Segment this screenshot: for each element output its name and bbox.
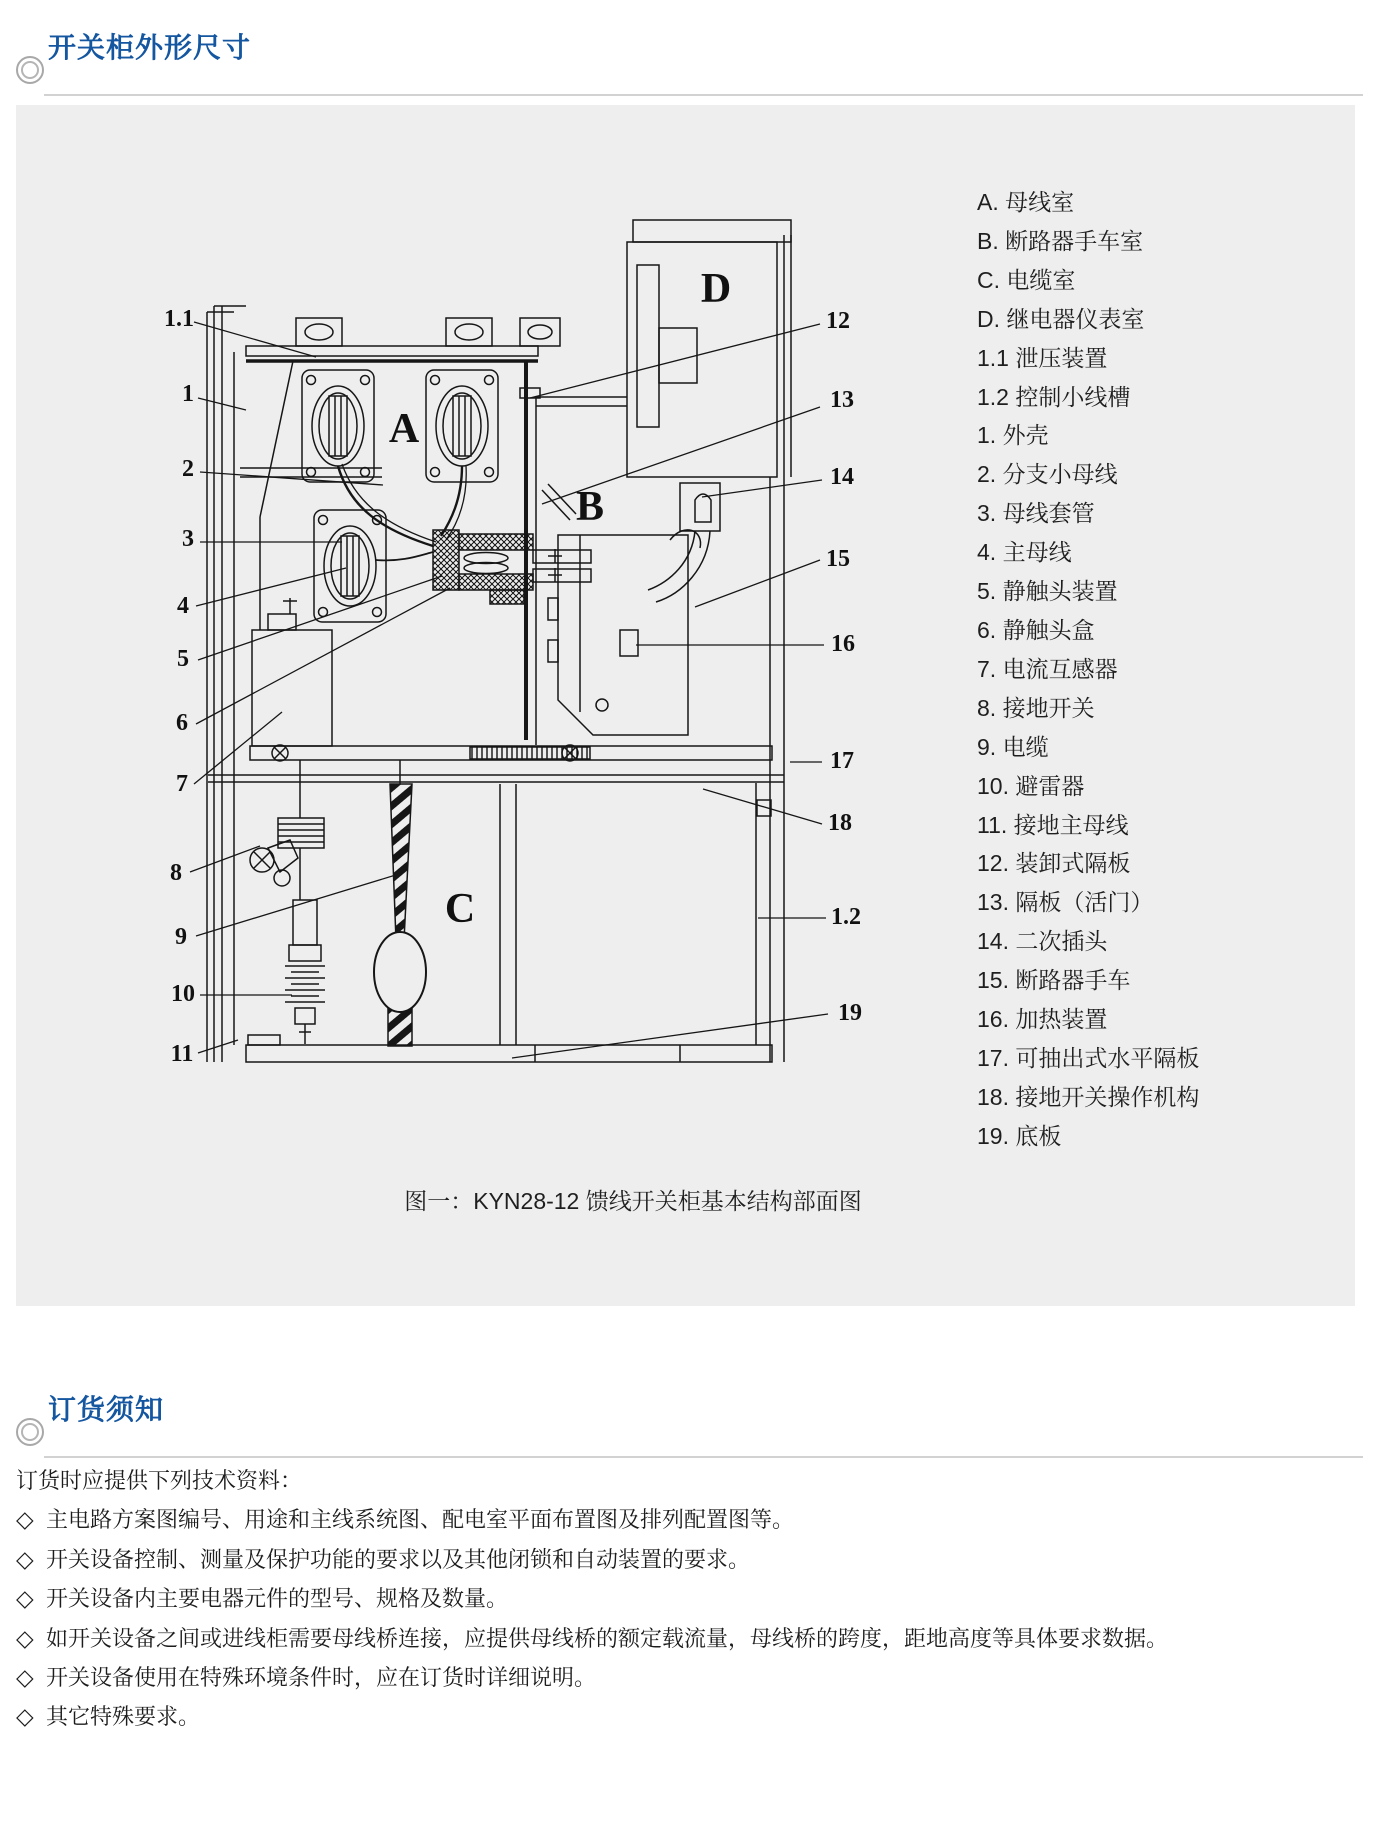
- callout-label: 11: [170, 1041, 194, 1067]
- legend-item: 1. 外壳: [977, 422, 1049, 449]
- callout-label: 18: [828, 810, 852, 836]
- legend-item: 5. 静触头装置: [977, 578, 1118, 605]
- diamond-bullet-icon: ◇: [16, 1703, 34, 1730]
- secondary-plug: [648, 483, 720, 602]
- callout-label: 16: [831, 631, 855, 657]
- legend-item: 2. 分支小母线: [977, 461, 1118, 488]
- cabinet-drawing: [190, 220, 828, 1062]
- busbar-bushing-1: [302, 370, 374, 482]
- ordering-item: [16, 1500, 1356, 1539]
- callouts-right: [826, 308, 862, 1026]
- circuit-breaker-handcart: [548, 530, 701, 735]
- callout-label: 14: [830, 464, 854, 490]
- ordering-items: [16, 1500, 1356, 1736]
- busbar-bushing-3: [314, 510, 386, 622]
- legend-item: 1.1 泄压装置: [977, 344, 1108, 371]
- ordering-title: 订货须知: [48, 1394, 165, 1425]
- header-rule: [44, 94, 1363, 96]
- ordering-item-text: 如开关设备之间或进线柜需要母线桥连接，应提供母线桥的额定载流量，母线桥的跨度，距地高度等具体要求数据。: [46, 1625, 1169, 1651]
- legend-item: 12. 装卸式隔板: [977, 850, 1131, 877]
- power-cable: [374, 760, 426, 1046]
- diamond-bullet-icon: ◇: [16, 1585, 34, 1612]
- partition-a-b: [520, 361, 627, 745]
- figure-panel: [16, 105, 1355, 1306]
- legend-item: 7. 电流互感器: [977, 655, 1118, 682]
- legend-item: 14. 二次插头: [977, 928, 1108, 955]
- callout-label: 13: [830, 387, 854, 413]
- callout-label: 10: [171, 981, 195, 1007]
- compartment-letters: [389, 266, 731, 932]
- diamond-bullet-icon: ◇: [16, 1506, 34, 1533]
- callout-label: 1: [182, 381, 194, 407]
- diamond-bullet-icon: ◇: [16, 1545, 34, 1572]
- page-title: 开关柜外形尺寸: [48, 32, 252, 63]
- ring-decoration-icon: [16, 1418, 44, 1446]
- figure-caption: 图一：KYN28-12 馈线开关柜基本结构部面图: [404, 1188, 862, 1214]
- ordering-item: [16, 1619, 1356, 1658]
- compartment-c-label: C: [444, 886, 476, 932]
- ordering-item-text: 开关设备控制、测量及保护功能的要求以及其他闭锁和自动装置的要求。: [46, 1546, 751, 1572]
- legend-item: A. 母线室: [977, 189, 1075, 215]
- legend-item: 18. 接地开关操作机构: [977, 1083, 1200, 1110]
- cable-room-frame: [500, 784, 516, 1045]
- callout-label: 1.2: [831, 904, 861, 930]
- legend-item: 6. 静触头盒: [977, 616, 1095, 643]
- right-wall: [756, 477, 784, 1062]
- legend-item: D. 继电器仪表室: [977, 305, 1145, 332]
- ring-decoration-icon: [16, 56, 44, 84]
- callouts-left: [164, 306, 195, 1067]
- legend-item: 9. 电缆: [977, 733, 1049, 760]
- relay-instrument-room: [627, 220, 791, 477]
- ordering-item-text: 开关设备内主要电器元件的型号、规格及数量。: [46, 1586, 509, 1612]
- callout-label: 2: [182, 456, 194, 482]
- figure-legend: [977, 183, 1199, 1156]
- ordering-item-text: 其它特殊要求。: [46, 1704, 201, 1730]
- callout-label: 9: [175, 924, 187, 950]
- callout-label: 8: [170, 860, 182, 886]
- legend-item: 4. 主母线: [977, 539, 1072, 566]
- ordering-item-text: 开关设备使用在特殊环境条件时，应在订货时详细说明。: [46, 1665, 597, 1691]
- callout-label: 19: [838, 1000, 862, 1026]
- diamond-bullet-icon: ◇: [16, 1624, 34, 1651]
- earthing-switch: [250, 760, 324, 900]
- legend-item: 15. 断路器手车: [977, 967, 1131, 994]
- section-header-dimensions: [0, 26, 1373, 86]
- ordering-item-text: 主电路方案图编号、用途和主线系统图、配电室平面布置图及排列配置图等。: [46, 1507, 795, 1533]
- callout-label: 12: [826, 308, 850, 334]
- legend-item: 16. 加热装置: [977, 1006, 1108, 1033]
- legend-item: 11. 接地主母线: [977, 811, 1129, 838]
- legend-item: 8. 接地开关: [977, 694, 1095, 721]
- ordering-notes: [16, 1462, 1356, 1737]
- callout-label: 15: [826, 546, 850, 572]
- callout-label: 3: [182, 526, 194, 552]
- legend-item: 1.2 控制小线槽: [977, 383, 1131, 410]
- enclosure-left-wall: [207, 306, 246, 1062]
- compartment-d-label: D: [700, 266, 732, 312]
- header-rule: [44, 1456, 1363, 1458]
- surge-arrester: [285, 900, 325, 1044]
- diamond-bullet-icon: ◇: [16, 1664, 34, 1691]
- compartment-b-label: B: [575, 484, 605, 530]
- compartment-a-label: A: [388, 406, 420, 452]
- ordering-item: [16, 1658, 1356, 1697]
- ordering-intro: 订货时应提供下列技术资料：: [16, 1468, 303, 1493]
- bottom-plate: [246, 1035, 772, 1062]
- callout-label: 5: [177, 646, 189, 672]
- legend-item: B. 断路器手车室: [977, 227, 1144, 254]
- legend-item: 19. 底板: [977, 1122, 1062, 1149]
- horizontal-partition: [208, 745, 784, 782]
- static-contact-assembly: [433, 530, 591, 604]
- callout-label: 1.1: [164, 306, 194, 332]
- legend-item: C. 电缆室: [977, 266, 1076, 293]
- callout-label: 7: [176, 771, 188, 797]
- callout-label: 4: [177, 593, 189, 619]
- busbar-bushing-2: [426, 370, 498, 482]
- ordering-item: [16, 1540, 1356, 1579]
- legend-item: 3. 母线套管: [977, 500, 1095, 527]
- legend-item: 17. 可抽出式水平隔板: [977, 1044, 1200, 1071]
- callout-leader-lines: [190, 322, 828, 1058]
- ordering-item: [16, 1697, 1356, 1736]
- callout-label: 6: [176, 710, 188, 736]
- switchgear-cross-section-diagram: [150, 200, 870, 1080]
- section-header-ordering: [0, 1388, 1373, 1448]
- top-plate-and-lugs: [246, 318, 560, 361]
- legend-item: 10. 避雷器: [977, 772, 1085, 799]
- legend-item: 13. 隔板（活门）: [977, 889, 1154, 916]
- ordering-item: [16, 1579, 1356, 1618]
- callout-label: 17: [830, 748, 854, 774]
